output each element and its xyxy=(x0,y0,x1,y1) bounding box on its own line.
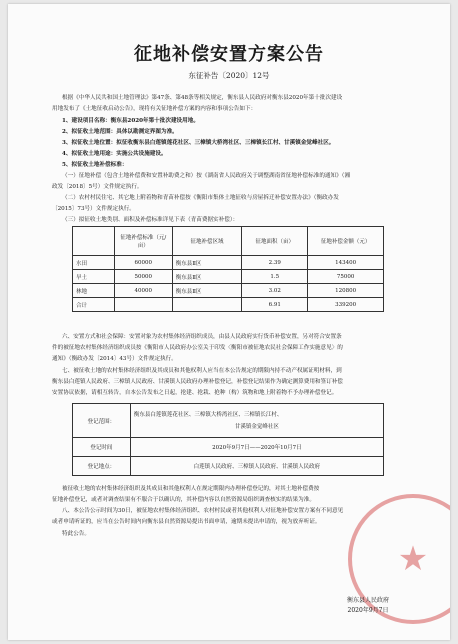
compensation-line: （二）农村村民住宅、其它地上附着物和青苗补偿按《衡阳市集体土地征收与房屋拆迁补偿安置办法》（衡政办发 xyxy=(62,195,339,201)
reg-scope-value-line: 衡东县白莲镇莲花社区、三樟镇大桥湾社区、三樟镇长江村、 xyxy=(133,411,283,418)
table-row xyxy=(73,284,384,298)
signature-date: 2020年9月7日 xyxy=(347,607,389,614)
registration-table xyxy=(72,403,384,476)
land-type-cell: 旱土 xyxy=(73,270,115,284)
region-cell: 衡东县Ⅱ区 xyxy=(172,256,242,270)
land-type-cell: 水田 xyxy=(73,256,115,270)
area-cell: 1.5 xyxy=(242,270,308,284)
amount-cell: 120800 xyxy=(308,284,384,298)
reg-place-label: 登记地点： xyxy=(73,457,131,476)
item-land-location: 3、拟征收土地位置：拟征收衡东县白莲镇莲花社区、三樟镇大桥湾社区、三樟镇长江村、甘溪镇金觉峰社区。 xyxy=(62,140,335,146)
amount-cell: 339200 xyxy=(308,298,384,312)
table-total-row xyxy=(73,298,384,312)
table-header-cell: 征地补偿金额（元） xyxy=(308,227,384,256)
reg-scope-label: 登记范围： xyxy=(73,404,131,438)
document-page xyxy=(8,4,450,640)
section7-line: 七、被征收土地的农村集体经济组织及其成员和其他权利人应当在本公告规定的期限内持不动产权属证明材料，到 xyxy=(62,368,342,374)
tail-line: 八、本公告公示时间为30日，被征地农村集体经济组织、农村村民或者其他权利人对征地补偿安置方案有不同意见 xyxy=(62,508,344,514)
tail-line: 或者申请听证的，应当在公告时间内向衡东县自然资源局提出书面申请，逾期未提出申请的，视为放弃听证。 xyxy=(52,519,321,525)
region-cell xyxy=(172,298,242,312)
reg-place-value: 白莲镇人民政府、三樟镇人民政府、甘溪镇人民政府 xyxy=(130,457,383,476)
section6-line: 件的被征地农村集体经济组织成员按《衡阳市人民政府办公室关于印发〈衡阳市被征地农民社会保障工作实施意见〉的 xyxy=(52,345,343,351)
table-header-cell: 征地面积（亩） xyxy=(242,227,308,256)
table-row xyxy=(73,404,384,438)
item-land-range: 2、拟征收土地范围：具体以勘测定界图为准。 xyxy=(62,129,178,135)
table-header-cell: 征地补偿标准（元/亩） xyxy=(114,227,172,256)
item-land-use: 4、拟征收土地用途：实施公共设施建设。 xyxy=(62,151,167,157)
land-type-cell: 合计 xyxy=(73,298,115,312)
star-icon: ★ xyxy=(397,539,429,579)
compensation-line: 政发〔2018〕5号）文件规定执行。 xyxy=(52,184,143,190)
table-row xyxy=(73,457,384,476)
document-title: 征地补偿安置方案公告 xyxy=(134,44,324,65)
item-project-name: 1、建设项目名称：衡东县2020年第十批次建设用地。 xyxy=(62,118,199,124)
item-compensation-standard: 5、拟征收土地补偿标准： xyxy=(62,162,128,168)
compensation-line: （三）拟征收土地类别、面积及补偿标准详见下表（青苗费据实补偿）： xyxy=(62,217,239,223)
section7-line: 安置协议依据，请相互转告，自本公告发布之日起，抢建、抢栽、抢种（构）筑物和地上附着物不予办理补偿登记。 xyxy=(52,390,338,396)
reg-scope-value xyxy=(130,404,383,438)
table-header-cell: 征地补偿区域 xyxy=(172,227,242,256)
signature-org: 衡东县人民政府 xyxy=(346,597,389,604)
reg-time-value: 2020年9月7日——2020年10月7日 xyxy=(130,438,383,457)
land-type-cell: 林地 xyxy=(73,284,115,298)
area-cell: 3.02 xyxy=(242,284,308,298)
table-header-cell xyxy=(73,227,115,256)
area-cell: 6.91 xyxy=(242,298,308,312)
standard-cell: 40000 xyxy=(114,284,172,298)
standard-cell: 50000 xyxy=(114,270,172,284)
compensation-line: 〔2015〕73号）文件规定执行。 xyxy=(52,206,135,212)
region-cell: 衡东县Ⅱ区 xyxy=(172,270,242,284)
standard-cell xyxy=(114,298,172,312)
closing-line: 特此公告。 xyxy=(62,531,90,537)
compensation-line: （一）征地补偿（包含土地补偿费和安置补助费之和）按《湖南省人民政府关于调整湖南省征地补偿标准的通知》（湘 xyxy=(62,173,351,179)
table-row xyxy=(73,270,384,284)
document-number: 东征补告〔2020〕12号 xyxy=(188,71,270,80)
reg-scope-value-line: 甘溪镇金觉峰社区 xyxy=(234,423,279,430)
area-cell: 2.39 xyxy=(242,256,308,270)
section6-line: 通知》（衡政办发〔2014〕43号）文件规定执行。 xyxy=(52,356,177,362)
section7-line: 衡东县白莲镇人民政府、三樟镇人民政府、甘溪镇人民政府办理补偿登记，补偿登记结果作为确定测算费用和签订补偿 xyxy=(52,379,343,385)
table-row xyxy=(73,438,384,457)
section6-line: 六、安置方式和社会保障：安置对象为农村集体经济组织成员，由县人民政府实行货币补偿安置，另对符合安置条 xyxy=(62,334,342,340)
intro-line: 根据《中华人民共和国土地管理法》第47条、第48条等相关规定，衡东县人民政府对衡东县2020年第十批次建设 xyxy=(62,95,343,101)
tail-line: 被征收土地的农村集体经济组织及其成员和其他权利人在规定期限内办理补偿登记的，对其土地补偿费按 xyxy=(62,486,320,492)
table-row xyxy=(73,256,384,270)
standard-cell: 60000 xyxy=(114,256,172,270)
reg-time-label: 登记时间 xyxy=(73,438,131,457)
table-header-row xyxy=(73,227,384,256)
tail-line: 征地补偿登记，或者对调查结果有不服合于以确认的，其补偿内容以自然资源局组织调查核实的结果为准。 xyxy=(52,497,315,503)
amount-cell: 75000 xyxy=(308,270,384,284)
amount-cell: 143400 xyxy=(308,256,384,270)
land-compensation-table xyxy=(72,226,384,312)
intro-line: 用地发布了《土地征收启动公告》，现将有关征地补偿方案的内容和事项公告如下： xyxy=(52,106,257,112)
region-cell: 衡东县Ⅱ区 xyxy=(172,284,242,298)
